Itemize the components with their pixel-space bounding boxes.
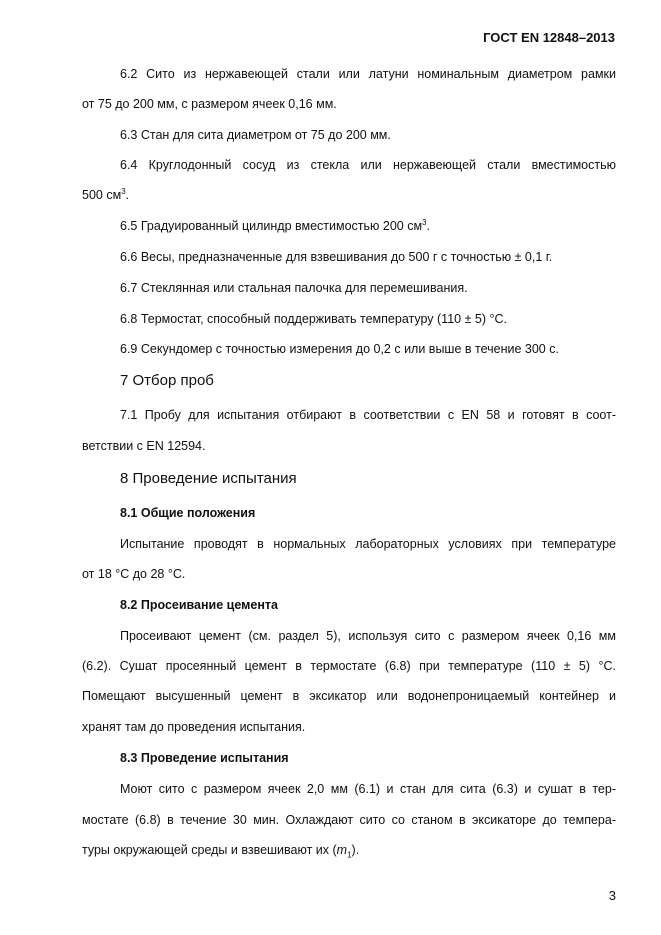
subsection-8-2-line1: Просеивают цемент (см. раздел 5), используя сито с размером ячеек 0,16 мм: [120, 629, 616, 643]
item-6-7: 6.7 Стеклянная или стальная палочка для перемешивания.: [120, 281, 468, 295]
subsection-8-3-line2: мостате (6.8) в течение 30 мин. Охлаждают сито со станом в эксикаторе до темпера-: [82, 813, 616, 827]
page-number: 3: [608, 888, 616, 903]
subsection-8-3-line3-end: ).: [351, 843, 360, 857]
document-code: ГОСТ EN 12848–2013: [483, 30, 615, 45]
subsection-8-1-line1: Испытание проводят в нормальных лабораторных условиях при температуре: [120, 537, 616, 551]
item-6-2-line1: 6.2 Сито из нержавеющей стали или латуни номинальным диаметром рамки: [120, 67, 616, 81]
subsection-8-3-line1: Моют сито с размером ячеек 2,0 мм (6.1) и стан для сита (6.3) и сушат в тер-: [120, 782, 616, 796]
subsection-8-3-line3: [82, 843, 360, 860]
item-6-2-line2: от 75 до 200 мм, с размером ячеек 0,16 мм.: [82, 97, 337, 111]
item-6-8: 6.8 Термостат, способный поддерживать температуру (110 ± 5) °С.: [120, 312, 507, 326]
subsection-8-3-line3-text: туры окружающей среды и взвешивают их (: [82, 843, 337, 857]
item-6-5: [120, 219, 430, 233]
section-8-heading: 8 Проведение испытания: [120, 470, 297, 487]
item-6-5-end: .: [426, 219, 430, 233]
subsection-8-2-line2: (6.2). Сушат просеянный цемент в термостате (6.8) при температуре (110 ± 5) °С.: [82, 659, 616, 673]
subsection-8-1-line2: от 18 °С до 28 °С.: [82, 567, 186, 581]
item-6-4-line2: [82, 188, 129, 202]
item-6-6: 6.6 Весы, предназначенные для взвешивания до 500 г с точностью ± 0,1 г.: [120, 250, 553, 264]
item-6-5-text: 6.5 Градуированный цилиндр вместимостью 200 см: [120, 219, 423, 233]
section-7-heading: 7 Отбор проб: [120, 372, 214, 389]
item-6-4-text: 500 см: [82, 188, 122, 202]
item-6-4-sup: 3: [121, 186, 126, 196]
mass-variable: m: [336, 843, 348, 857]
item-6-4-end: .: [125, 188, 130, 202]
subsection-8-1-heading: 8.1 Общие положения: [120, 506, 256, 520]
mass-subscript: 1: [347, 850, 352, 860]
item-6-9: 6.9 Секундомер с точностью измерения до 0,2 с или выше в течение 300 с.: [120, 342, 559, 356]
item-6-5-sup: 3: [422, 217, 427, 227]
subsection-8-3-heading: 8.3 Проведение испытания: [120, 751, 289, 765]
subsection-8-2-heading: 8.2 Просеивание цемента: [120, 598, 278, 612]
subsection-8-2-line3: Помещают высушенный цемент в эксикатор или водонепроницаемый контейнер и: [82, 689, 616, 703]
item-7-1-line1: 7.1 Пробу для испытания отбирают в соответствии с EN 58 и готовят в соот-: [120, 408, 616, 422]
item-6-3: 6.3 Стан для сита диаметром от 75 до 200 мм.: [120, 128, 391, 142]
item-6-4-line1: 6.4 Круглодонный сосуд из стекла или нержавеющей стали вместимостью: [120, 158, 616, 172]
subsection-8-2-line4: хранят там до проведения испытания.: [82, 720, 306, 734]
item-7-1-line2: ветствии с EN 12594.: [82, 439, 206, 453]
